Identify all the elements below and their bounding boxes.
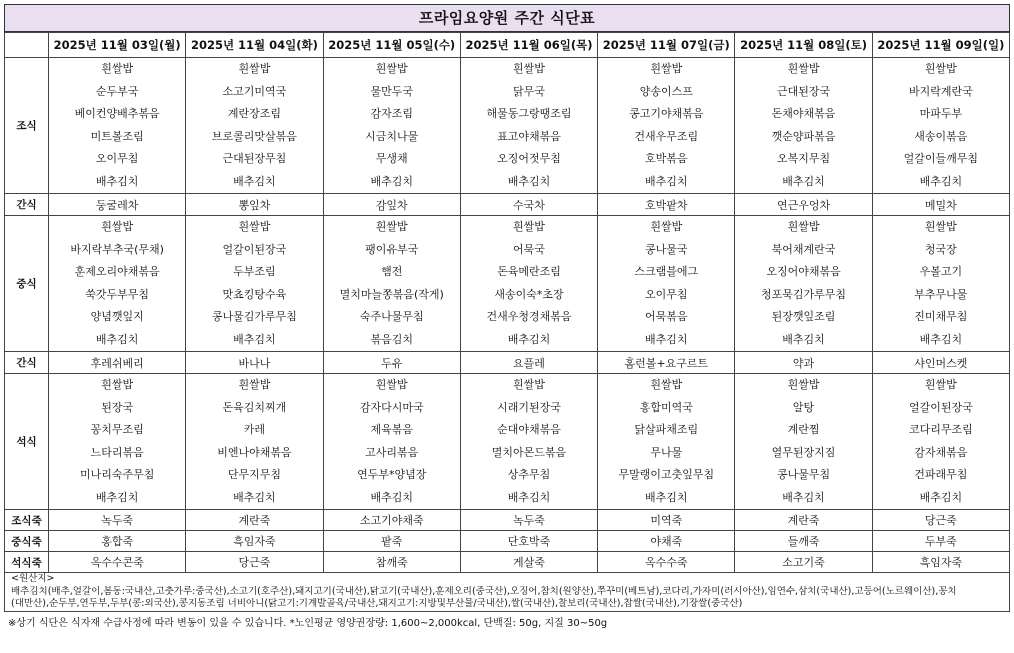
menu-item: 감자채볶음 (914, 445, 968, 459)
page-title: 프라임요양원 주간 식단표 (4, 4, 1010, 32)
menu-item: 청국장 (924, 242, 957, 256)
menu-item: 물만두국 (370, 84, 413, 98)
porridge-item: 단호박죽 (460, 531, 597, 552)
menu-item: 얼갈이된장국 (222, 242, 287, 256)
porridge-row (5, 552, 1010, 573)
meal-label: 석식 (5, 374, 49, 510)
menu-item: 배추김치 (645, 332, 688, 346)
origin-info (5, 573, 1010, 612)
snack-item: 두유 (323, 352, 460, 374)
menu-item: 멸치아몬드볶음 (491, 445, 567, 459)
menu-item: 쑥갓두부무침 (85, 287, 150, 301)
day-header: 2025년 11월 05일(수) (323, 33, 460, 58)
menu-item: 햄전 (381, 265, 403, 278)
menu-item: 단무지무침 (227, 468, 281, 481)
menu-item: 알탕 (792, 400, 815, 414)
menu-item: 새송이숙*초장 (494, 287, 564, 301)
menu-item: 깻순양파볶음 (771, 129, 836, 143)
menu-item: 닭무국 (513, 84, 545, 98)
menu-item: 배추김치 (95, 174, 139, 188)
porridge-item: 소고기야채죽 (323, 510, 460, 531)
menu-cell (49, 374, 186, 510)
day-header: 2025년 11월 09일(일) (872, 33, 1009, 58)
menu-item: 오이무침 (645, 287, 688, 301)
menu-item: 배추김치 (782, 174, 825, 188)
snack-item: 메밀차 (872, 194, 1009, 216)
meal-row (5, 58, 1010, 194)
menu-item: 청포묵김가루무침 (761, 287, 847, 301)
menu-item: 흰쌀밥 (787, 62, 820, 75)
menu-item: 흰쌀밥 (787, 378, 820, 391)
menu-item: 오이무침 (95, 152, 139, 165)
day-header: 2025년 11월 06일(목) (460, 33, 597, 58)
menu-item: 순두부국 (95, 84, 139, 98)
menu-cell (460, 374, 597, 510)
menu-item: 흰쌀밥 (924, 62, 957, 75)
menu-item: 배추김치 (507, 174, 551, 188)
menu-item: 코다리무조림 (908, 423, 973, 436)
meal-label: 간식 (5, 352, 49, 374)
day-header-row (5, 33, 1010, 58)
menu-item: 배추김치 (645, 174, 688, 188)
menu-item: 흰쌀밥 (650, 62, 683, 75)
menu-item: 배추김치 (233, 332, 276, 346)
menu-item: 미나리숙주무침 (79, 468, 155, 481)
menu-item: 시금치나물 (365, 129, 419, 143)
porridge-label: 석식죽 (5, 552, 49, 573)
menu-item: 해물동그랑땡조림 (486, 107, 572, 120)
menu-item: 흰쌀밥 (924, 220, 957, 233)
menu-item: 흰쌀밥 (650, 378, 683, 391)
menu-item: 배추김치 (919, 174, 963, 188)
menu-item: 흰쌀밥 (513, 62, 545, 75)
menu-item: 열무된장지짐 (771, 445, 836, 459)
menu-item: 흰쌀밥 (375, 378, 408, 391)
menu-item: 고사리볶음 (365, 445, 419, 459)
menu-item: 흰쌀밥 (650, 220, 683, 233)
menu-item: 연두부*양념장 (357, 468, 427, 481)
porridge-label: 중식죽 (5, 531, 49, 552)
origin-heading: <원산지> (11, 573, 55, 584)
menu-item: 제육볶음 (370, 423, 413, 436)
menu-item: 비엔나야채볶음 (217, 445, 292, 459)
porridge-item: 야채죽 (598, 531, 735, 552)
porridge-row (5, 531, 1010, 552)
menu-item: 북어채계란국 (771, 242, 836, 256)
porridge-item: 당근죽 (186, 552, 323, 573)
menu-item: 감자조림 (370, 107, 413, 120)
snack-item: 연근우엉차 (735, 194, 872, 216)
meal-label: 조식 (5, 58, 49, 194)
snack-item: 감잎차 (323, 194, 460, 216)
menu-item: 배추김치 (645, 490, 688, 504)
menu-item: 상추무침 (507, 468, 551, 481)
menu-item: 어묵볶음 (645, 310, 688, 323)
menu-item: 건새우청경채볶음 (486, 310, 572, 323)
menu-item: 호박볶음 (645, 152, 688, 165)
menu-item: 돈육김치찌개 (222, 400, 287, 414)
menu-item: 바지락부추국(무채) (70, 242, 164, 256)
menu-item: 부추무나물 (914, 287, 968, 301)
menu-item: 순대야채볶음 (497, 423, 561, 436)
menu-item: 근대된장국 (776, 84, 831, 98)
porridge-item: 홍합죽 (49, 531, 186, 552)
snack-item: 약과 (735, 352, 872, 374)
snack-row (5, 352, 1010, 374)
menu-item: 시래기된장국 (497, 400, 561, 414)
meal-row (5, 216, 1010, 352)
menu-cell (872, 216, 1009, 352)
porridge-item: 팥죽 (323, 531, 460, 552)
porridge-item: 소고기죽 (735, 552, 872, 573)
menu-item: 흰쌀밥 (101, 378, 134, 391)
menu-cell (872, 374, 1009, 510)
menu-item: 배추김치 (782, 332, 825, 346)
porridge-item: 녹두죽 (49, 510, 186, 531)
menu-cell (735, 58, 872, 194)
menu-item: 바지락계란국 (908, 84, 973, 98)
snack-row (5, 194, 1010, 216)
menu-item: 스크램블에그 (634, 265, 699, 278)
menu-item: 마파두부 (919, 107, 963, 120)
menu-item: 새송이볶음 (914, 129, 968, 143)
porridge-item: 게살죽 (460, 552, 597, 573)
porridge-item: 참깨죽 (323, 552, 460, 573)
menu-item: 된장국 (101, 400, 134, 414)
meal-label: 중식 (5, 216, 49, 352)
menu-cell (323, 216, 460, 352)
menu-cell (598, 58, 735, 194)
menu-item: 돈육메란조림 (497, 265, 561, 278)
day-header: 2025년 11월 07일(금) (598, 33, 735, 58)
menu-cell (49, 58, 186, 194)
porridge-item: 미역죽 (598, 510, 735, 531)
porridge-item: 흑임자죽 (872, 552, 1009, 573)
snack-item: 뽕잎차 (186, 194, 323, 216)
menu-item: 배추김치 (507, 490, 551, 504)
menu-item: 배추김치 (919, 490, 963, 504)
menu-item: 베이컨양배추볶음 (74, 107, 160, 120)
menu-item: 건파래무침 (914, 468, 968, 481)
porridge-item: 당근죽 (872, 510, 1009, 531)
menu-item: 배추김치 (233, 174, 276, 188)
menu-cell (323, 58, 460, 194)
day-header: 2025년 11월 08일(토) (735, 33, 872, 58)
menu-item: 건새우무조림 (634, 129, 699, 143)
menu-item: 계란찜 (787, 423, 820, 436)
menu-cell (186, 58, 323, 194)
snack-item: 홈런볼+요구르트 (598, 352, 735, 374)
menu-item: 두부조림 (233, 265, 276, 278)
menu-item: 계란장조림 (227, 107, 281, 120)
porridge-row (5, 510, 1010, 531)
menu-item: 진미채무침 (914, 310, 968, 323)
menu-item: 흰쌀밥 (924, 378, 957, 391)
menu-item: 흰쌀밥 (101, 62, 134, 75)
menu-item: 흰쌀밥 (238, 220, 271, 233)
menu-item: 콩나물무침 (776, 468, 831, 481)
porridge-item: 흑임자죽 (186, 531, 323, 552)
day-header: 2025년 11월 04일(화) (186, 33, 323, 58)
menu-item: 감자다시마국 (359, 400, 424, 414)
porridge-label: 조식죽 (5, 510, 49, 531)
meal-label: 간식 (5, 194, 49, 216)
menu-item: 흰쌀밥 (101, 220, 134, 233)
snack-item: 후레쉬베리 (49, 352, 186, 374)
menu-cell (598, 374, 735, 510)
porridge-item: 들깨죽 (735, 531, 872, 552)
menu-item: 돈채야채볶음 (771, 107, 836, 120)
menu-item: 배추김치 (95, 332, 139, 346)
menu-item: 흰쌀밥 (513, 378, 545, 391)
origin-line1: 배추김치(배추,얼갈이,봄동:국내산,고춧가루:중국산),소고기(호주산),돼지고기(국내산),닭고기(국내산),훈제오리(중국산),오징어,참치(원양산),쭈꾸미(베트남),코다리,가자미(러시아산),임연수,삼치(국내산),고등어(노르웨이산),꽁치 (11, 585, 957, 597)
menu-cell (323, 374, 460, 510)
menu-item: 무생채 (375, 152, 408, 165)
porridge-item: 녹두죽 (460, 510, 597, 531)
menu-page (4, 4, 1010, 629)
snack-item: 샤인머스켓 (872, 352, 1009, 374)
menu-cell (460, 216, 597, 352)
menu-item: 배추김치 (919, 332, 963, 346)
menu-item: 닭살파채조림 (634, 423, 699, 436)
menu-item: 브로콜리맛살볶음 (211, 129, 297, 143)
menu-cell (598, 216, 735, 352)
menu-item: 팽이유부국 (365, 242, 419, 256)
menu-item: 느타리볶음 (90, 445, 144, 459)
menu-item: 맛쵸킹탕수육 (222, 287, 287, 301)
menu-item: 홍합미역국 (639, 400, 693, 414)
menu-item: 흰쌀밥 (238, 62, 271, 75)
porridge-item: 옥수수죽 (598, 552, 735, 573)
menu-item: 미트볼조림 (90, 129, 144, 143)
menu-item: 우볼고기 (919, 265, 963, 278)
menu-item: 표고야채볶음 (497, 129, 561, 143)
menu-item: 콩나물김가루무침 (211, 310, 297, 323)
porridge-item: 계란죽 (186, 510, 323, 531)
day-header: 2025년 11월 03일(월) (49, 33, 186, 58)
origin-line2: (대만산),순두부,연두부,두부(콩:외국산),콩지동조림 너비아니(닭고기:기계발골육/국내산,돼지고기:지방및부산물/국내산),쌀(국내산),찰보리(국내산),찹쌀(국내산),기장쌀(중국산) (11, 598, 743, 609)
menu-item: 배추김치 (782, 490, 825, 504)
menu-item: 볶음김치 (370, 332, 413, 346)
menu-item: 근대된장무침 (222, 152, 287, 165)
menu-item: 얼갈이들깨무침 (903, 152, 979, 165)
menu-cell (186, 216, 323, 352)
menu-item: 소고기미역국 (222, 84, 287, 98)
menu-item: 콩나물국 (645, 242, 688, 256)
menu-item: 오복지무침 (776, 152, 831, 165)
menu-item: 무나물 (650, 445, 683, 459)
menu-item: 양송이스프 (639, 84, 693, 98)
nutrition-note: ※상기 식단은 식자재 수급사정에 따라 변동이 있을 수 있습니다. *노인평균 영양권장량: 1,600~2,000kcal, 단백질: 50g, 지질 30~50g (8, 617, 608, 629)
menu-item: 배추김치 (370, 490, 413, 504)
menu-item: 흰쌀밥 (375, 62, 408, 75)
snack-item: 수국차 (460, 194, 597, 216)
menu-item: 훈제오리야채볶음 (74, 265, 160, 278)
menu-item: 멸치마늘쫑볶음(작게) (339, 287, 444, 301)
menu-cell (872, 58, 1009, 194)
menu-item: 콩고기야채볶음 (629, 107, 704, 120)
origin-row (5, 573, 1010, 612)
menu-item: 카레 (243, 423, 266, 436)
menu-item: 오징어젓무침 (497, 152, 561, 165)
menu-item: 흰쌀밥 (787, 220, 820, 233)
menu-item: 오징어야채볶음 (766, 265, 841, 278)
menu-item: 어묵국 (513, 242, 545, 256)
porridge-item: 옥수수콘죽 (49, 552, 186, 573)
snack-item: 바나나 (186, 352, 323, 374)
menu-item: 숙주나물무침 (359, 310, 424, 323)
menu-item: 흰쌀밥 (375, 220, 408, 233)
menu-item: 배추김치 (507, 332, 551, 346)
porridge-item: 계란죽 (735, 510, 872, 531)
menu-item: 양념깻잎지 (90, 310, 144, 323)
menu-item: 흰쌀밥 (238, 378, 271, 391)
menu-cell (735, 216, 872, 352)
menu-item: 배추김치 (370, 174, 413, 188)
corner-cell (5, 33, 49, 58)
menu-item: 배추김치 (233, 490, 276, 504)
menu-cell (186, 374, 323, 510)
menu-item: 배추김치 (95, 490, 139, 504)
porridge-item: 두부죽 (872, 531, 1009, 552)
menu-cell (735, 374, 872, 510)
menu-item: 흰쌀밥 (513, 220, 545, 233)
menu-cell (49, 216, 186, 352)
menu-item: 얼갈이된장국 (908, 400, 973, 414)
weekly-menu-table (4, 32, 1010, 612)
menu-cell (460, 58, 597, 194)
meal-row (5, 374, 1010, 510)
menu-item: 꽁치무조림 (90, 423, 144, 436)
menu-item: 된장깻잎조림 (771, 310, 836, 323)
snack-item: 요플레 (460, 352, 597, 374)
menu-item: 무말랭이고춧잎무침 (618, 468, 715, 481)
snack-item: 둥굴레차 (49, 194, 186, 216)
snack-item: 호박팥차 (598, 194, 735, 216)
